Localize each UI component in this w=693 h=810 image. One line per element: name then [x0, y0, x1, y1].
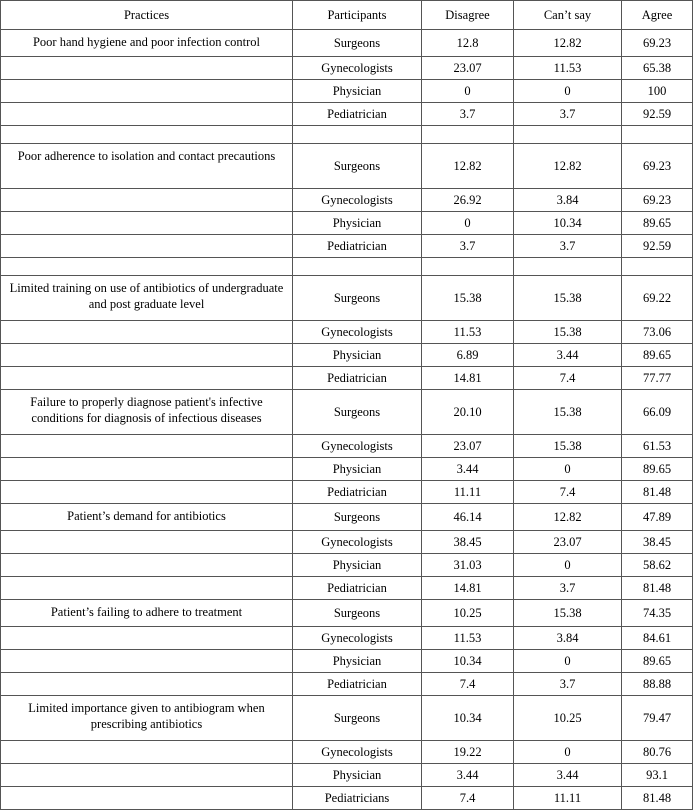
- participant-cell: Physician: [293, 458, 422, 481]
- header-row: [1, 1, 693, 30]
- empty-cell: [1, 554, 293, 577]
- table-row: [1, 764, 693, 787]
- table-row: [1, 435, 693, 458]
- cant-say-cell: 12.82: [514, 504, 622, 531]
- agree-cell: 38.45: [622, 531, 693, 554]
- empty-cell: [1, 673, 293, 696]
- agree-cell: 79.47: [622, 696, 693, 741]
- agree-cell: 80.76: [622, 741, 693, 764]
- participant-cell: Gynecologists: [293, 435, 422, 458]
- disagree-cell: 11.53: [422, 627, 514, 650]
- participant-cell: Pediatrician: [293, 367, 422, 390]
- table-row: [1, 367, 693, 390]
- disagree-cell: 11.11: [422, 481, 514, 504]
- disagree-cell: 31.03: [422, 554, 514, 577]
- empty-cell: [1, 650, 293, 673]
- agree-cell: 89.65: [622, 650, 693, 673]
- agree-cell: 88.88: [622, 673, 693, 696]
- empty-cell: [1, 458, 293, 481]
- table-row: [1, 577, 693, 600]
- disagree-cell: 0: [422, 212, 514, 235]
- cant-say-cell: 3.7: [514, 673, 622, 696]
- cant-say-cell: 3.84: [514, 627, 622, 650]
- empty-cell: [622, 258, 693, 276]
- disagree-cell: 46.14: [422, 504, 514, 531]
- participant-cell: Physician: [293, 764, 422, 787]
- table-row: [1, 696, 693, 741]
- agree-cell: 69.23: [622, 30, 693, 57]
- agree-cell: 69.23: [622, 189, 693, 212]
- table-row: [1, 212, 693, 235]
- participant-cell: Gynecologists: [293, 627, 422, 650]
- practice-cell: Limited importance given to antibiogram when prescribing antibiotics: [1, 696, 293, 741]
- table-row: [1, 189, 693, 212]
- table-row: [1, 103, 693, 126]
- empty-cell: [1, 531, 293, 554]
- practice-cell: Patient’s demand for antibiotics: [1, 504, 293, 531]
- table-row: [1, 57, 693, 80]
- cant-say-cell: 3.7: [514, 235, 622, 258]
- empty-cell: [1, 344, 293, 367]
- empty-cell: [1, 80, 293, 103]
- participant-cell: Physician: [293, 80, 422, 103]
- participant-cell: Physician: [293, 344, 422, 367]
- practice-cell: Poor adherence to isolation and contact precautions: [1, 144, 293, 189]
- empty-cell: [1, 787, 293, 810]
- participant-cell: Gynecologists: [293, 741, 422, 764]
- participant-cell: Pediatrician: [293, 103, 422, 126]
- participant-cell: Surgeons: [293, 276, 422, 321]
- table-row: [1, 30, 693, 57]
- empty-cell: [1, 126, 293, 144]
- agree-cell: 89.65: [622, 344, 693, 367]
- cant-say-cell: 0: [514, 650, 622, 673]
- cant-say-cell: 3.44: [514, 764, 622, 787]
- cant-say-cell: 0: [514, 458, 622, 481]
- practice-cell: Patient’s failing to adhere to treatment: [1, 600, 293, 627]
- participant-cell: Pediatricians: [293, 787, 422, 810]
- disagree-cell: 10.34: [422, 650, 514, 673]
- disagree-cell: 10.34: [422, 696, 514, 741]
- cant-say-cell: 15.38: [514, 321, 622, 344]
- disagree-cell: 3.44: [422, 458, 514, 481]
- cant-say-cell: 12.82: [514, 30, 622, 57]
- table-row: [1, 321, 693, 344]
- disagree-cell: 11.53: [422, 321, 514, 344]
- table-row: [1, 344, 693, 367]
- table-row: [1, 390, 693, 435]
- agree-cell: 93.1: [622, 764, 693, 787]
- empty-cell: [1, 258, 293, 276]
- cant-say-cell: 15.38: [514, 390, 622, 435]
- cant-say-cell: 11.11: [514, 787, 622, 810]
- disagree-cell: 23.07: [422, 57, 514, 80]
- table-row: [1, 481, 693, 504]
- cant-say-cell: 3.44: [514, 344, 622, 367]
- participant-cell: Physician: [293, 554, 422, 577]
- cant-say-cell: 7.4: [514, 367, 622, 390]
- agree-cell: 89.65: [622, 212, 693, 235]
- agree-cell: 65.38: [622, 57, 693, 80]
- table-row: [1, 504, 693, 531]
- participant-cell: Physician: [293, 212, 422, 235]
- participant-cell: Surgeons: [293, 600, 422, 627]
- agree-cell: 58.62: [622, 554, 693, 577]
- header-disagree: Disagree: [422, 1, 514, 30]
- header-participants: Participants: [293, 1, 422, 30]
- cant-say-cell: 15.38: [514, 276, 622, 321]
- participant-cell: Physician: [293, 650, 422, 673]
- empty-cell: [293, 258, 422, 276]
- agree-cell: 89.65: [622, 458, 693, 481]
- table-row: [1, 600, 693, 627]
- empty-cell: [1, 189, 293, 212]
- table-row: [1, 627, 693, 650]
- disagree-cell: 3.44: [422, 764, 514, 787]
- cant-say-cell: 12.82: [514, 144, 622, 189]
- disagree-cell: 12.82: [422, 144, 514, 189]
- empty-cell: [514, 258, 622, 276]
- participant-cell: Gynecologists: [293, 321, 422, 344]
- participant-cell: Pediatrician: [293, 577, 422, 600]
- header-agree: Agree: [622, 1, 693, 30]
- cant-say-cell: 3.7: [514, 103, 622, 126]
- table-row: [1, 787, 693, 810]
- empty-cell: [1, 741, 293, 764]
- empty-cell: [514, 126, 622, 144]
- agree-cell: 77.77: [622, 367, 693, 390]
- participant-cell: Gynecologists: [293, 57, 422, 80]
- table-row: [1, 741, 693, 764]
- empty-cell: [1, 212, 293, 235]
- agree-cell: 100: [622, 80, 693, 103]
- disagree-cell: 38.45: [422, 531, 514, 554]
- spacer-row: [1, 126, 693, 144]
- table-row: [1, 531, 693, 554]
- table-row: [1, 650, 693, 673]
- cant-say-cell: 15.38: [514, 600, 622, 627]
- empty-cell: [1, 577, 293, 600]
- empty-cell: [293, 126, 422, 144]
- agree-cell: 69.22: [622, 276, 693, 321]
- disagree-cell: 7.4: [422, 673, 514, 696]
- spacer-row: [1, 258, 693, 276]
- header-cant-say: Can’t say: [514, 1, 622, 30]
- header-practices: Practices: [1, 1, 293, 30]
- disagree-cell: 10.25: [422, 600, 514, 627]
- cant-say-cell: 23.07: [514, 531, 622, 554]
- cant-say-cell: 0: [514, 554, 622, 577]
- cant-say-cell: 3.84: [514, 189, 622, 212]
- participant-cell: Pediatrician: [293, 481, 422, 504]
- agree-cell: 73.06: [622, 321, 693, 344]
- disagree-cell: 12.8: [422, 30, 514, 57]
- disagree-cell: 0: [422, 80, 514, 103]
- disagree-cell: 15.38: [422, 276, 514, 321]
- empty-cell: [1, 367, 293, 390]
- table-row: [1, 673, 693, 696]
- disagree-cell: 20.10: [422, 390, 514, 435]
- table-row: [1, 458, 693, 481]
- disagree-cell: 14.81: [422, 367, 514, 390]
- participant-cell: Gynecologists: [293, 189, 422, 212]
- agree-cell: 84.61: [622, 627, 693, 650]
- participant-cell: Surgeons: [293, 390, 422, 435]
- agree-cell: 81.48: [622, 787, 693, 810]
- table-row: [1, 80, 693, 103]
- disagree-cell: 23.07: [422, 435, 514, 458]
- participant-cell: Pediatrician: [293, 235, 422, 258]
- agree-cell: 92.59: [622, 235, 693, 258]
- disagree-cell: 3.7: [422, 103, 514, 126]
- participant-cell: Surgeons: [293, 144, 422, 189]
- disagree-cell: 3.7: [422, 235, 514, 258]
- agree-cell: 74.35: [622, 600, 693, 627]
- agree-cell: 81.48: [622, 577, 693, 600]
- cant-say-cell: 10.34: [514, 212, 622, 235]
- agree-cell: 47.89: [622, 504, 693, 531]
- cant-say-cell: 0: [514, 80, 622, 103]
- cant-say-cell: 0: [514, 741, 622, 764]
- table-row: [1, 235, 693, 258]
- cant-say-cell: 7.4: [514, 481, 622, 504]
- cant-say-cell: 15.38: [514, 435, 622, 458]
- empty-cell: [1, 235, 293, 258]
- table-row: [1, 144, 693, 189]
- empty-cell: [1, 57, 293, 80]
- participant-cell: Gynecologists: [293, 531, 422, 554]
- agree-cell: 61.53: [622, 435, 693, 458]
- empty-cell: [1, 764, 293, 787]
- cant-say-cell: 11.53: [514, 57, 622, 80]
- empty-cell: [1, 481, 293, 504]
- practice-cell: Poor hand hygiene and poor infection control: [1, 30, 293, 57]
- disagree-cell: 6.89: [422, 344, 514, 367]
- empty-cell: [1, 627, 293, 650]
- empty-cell: [1, 435, 293, 458]
- participant-cell: Surgeons: [293, 696, 422, 741]
- empty-cell: [422, 258, 514, 276]
- practice-cell: Failure to properly diagnose patient's infective conditions for diagnosis of infectious diseases: [1, 390, 293, 435]
- disagree-cell: 19.22: [422, 741, 514, 764]
- agree-cell: 69.23: [622, 144, 693, 189]
- empty-cell: [1, 103, 293, 126]
- empty-cell: [422, 126, 514, 144]
- cant-say-cell: 3.7: [514, 577, 622, 600]
- participant-cell: Surgeons: [293, 504, 422, 531]
- empty-cell: [1, 321, 293, 344]
- practice-cell: Limited training on use of antibiotics of undergraduate and post graduate level: [1, 276, 293, 321]
- disagree-cell: 26.92: [422, 189, 514, 212]
- table-row: [1, 276, 693, 321]
- empty-cell: [622, 126, 693, 144]
- table-row: [1, 554, 693, 577]
- agree-cell: 81.48: [622, 481, 693, 504]
- agree-cell: 92.59: [622, 103, 693, 126]
- agree-cell: 66.09: [622, 390, 693, 435]
- participant-cell: Pediatrician: [293, 673, 422, 696]
- disagree-cell: 14.81: [422, 577, 514, 600]
- participant-cell: Surgeons: [293, 30, 422, 57]
- disagree-cell: 7.4: [422, 787, 514, 810]
- cant-say-cell: 10.25: [514, 696, 622, 741]
